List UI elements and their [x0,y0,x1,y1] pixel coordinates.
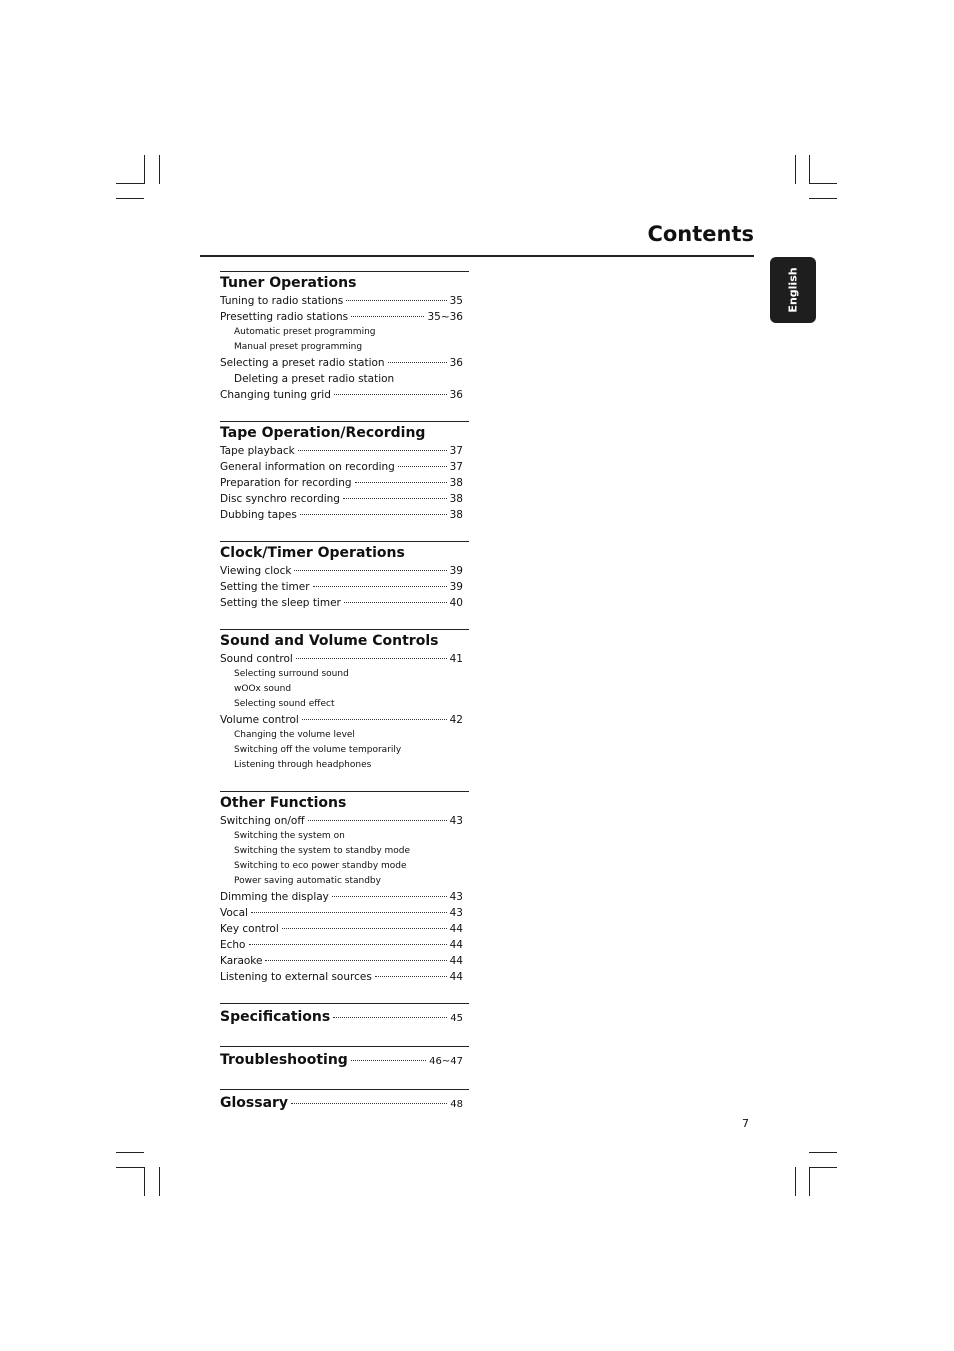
crop-mark [809,1167,810,1196]
page-title: Contents [647,222,754,246]
toc-section-entry[interactable] [220,1003,469,1028]
toc-entry[interactable] [220,475,469,491]
toc-subentry: Power saving automatic standby [234,876,381,886]
toc-entry[interactable] [220,651,469,667]
crop-mark [144,1167,145,1196]
toc-subentry: Deleting a preset radio station [234,373,395,385]
toc-section-entry[interactable] [220,1089,469,1114]
entry-label: Disc synchro recording [220,493,340,505]
crop-mark [795,155,796,184]
entry-page: 38 [449,509,463,521]
dot-leader [346,300,446,301]
crop-mark [795,1167,796,1196]
entry-page: 37 [449,461,463,473]
page-number: 7 [742,1117,749,1130]
entry-page: 37 [449,445,463,457]
crop-mark [116,1152,144,1153]
entry-page: 40 [449,597,463,609]
toc-entry[interactable] [220,813,469,829]
dot-leader [251,912,447,913]
section-heading: Other Functions [220,795,347,811]
dot-leader [351,316,424,317]
dot-leader [398,466,447,467]
section-heading: Tuner Operations [220,275,357,291]
dot-leader [308,820,447,821]
entry-page: 42 [449,714,463,726]
toc-entry[interactable] [220,889,469,905]
table-of-contents [220,271,469,1132]
toc-subentry: wOOx sound [234,684,292,694]
dot-leader [291,1103,447,1104]
toc-entry[interactable] [220,507,469,523]
entry-label: Changing tuning grid [220,389,331,401]
toc-entry[interactable] [220,459,469,475]
entry-page: 44 [449,955,463,967]
toc-entry[interactable] [220,355,469,371]
entry-label: Vocal [220,907,248,919]
dot-leader [265,960,446,961]
entry-label: Presetting radio stations [220,311,349,323]
section-heading: Specifications [220,1009,331,1025]
language-tab [770,257,816,323]
toc-section-entry[interactable] [220,1046,469,1071]
entry-label: Dubbing tapes [220,509,297,521]
entry-label: Key control [220,923,279,935]
entry-label: Echo [220,939,246,951]
entry-page: 39 [449,581,463,593]
language-tab-label: English [786,267,800,313]
entry-label: Viewing clock [220,565,292,577]
toc-section [220,791,469,985]
dot-leader [332,896,447,897]
toc-section [220,271,469,403]
dot-leader [334,394,447,395]
crop-mark [809,155,810,184]
toc-entry[interactable] [220,443,469,459]
entry-label: Dimming the display [220,891,329,903]
entry-label: Switching on/off [220,815,305,827]
title-rule [200,255,754,257]
toc-section [220,541,469,611]
entry-page: 41 [449,653,463,665]
entry-page: 38 [449,493,463,505]
toc-subentry: Listening through headphones [234,760,372,770]
crop-mark [116,183,144,184]
section-heading: Clock/Timer Operations [220,545,405,561]
entry-label: Preparation for recording [220,477,352,489]
dot-leader [375,976,447,977]
entry-page: 35~36 [427,311,463,323]
dot-leader [333,1017,447,1018]
toc-entry[interactable] [220,595,469,611]
toc-entry[interactable] [220,293,469,309]
entry-page: 43 [449,815,463,827]
toc-entry[interactable] [220,491,469,507]
entry-page: 45 [450,1013,463,1024]
toc-subentry: Switching to eco power standby mode [234,861,407,871]
dot-leader [344,602,447,603]
toc-subentry: Automatic preset programming [234,327,376,337]
entry-label: General information on recording [220,461,395,473]
dot-leader [355,482,447,483]
dot-leader [249,944,447,945]
entry-label: Tape playback [220,445,295,457]
toc-section [220,421,469,523]
entry-page: 44 [449,939,463,951]
crop-mark [159,1167,160,1196]
entry-label: Setting the sleep timer [220,597,341,609]
dot-leader [343,498,447,499]
toc-subentry: Switching off the volume temporarily [234,745,402,755]
entry-page: 46~47 [429,1056,463,1067]
entry-label: Setting the timer [220,581,310,593]
toc-entry[interactable] [220,309,469,325]
entry-page: 36 [449,357,463,369]
entry-page: 36 [449,389,463,401]
entry-page: 44 [449,923,463,935]
section-heading: Glossary [220,1095,289,1111]
entry-label: Listening to external sources [220,971,372,983]
crop-mark [809,1152,837,1153]
toc-entry[interactable] [220,937,469,953]
dot-leader [298,450,447,451]
toc-subentry: Selecting sound effect [234,699,335,709]
crop-mark [809,1167,837,1168]
crop-mark [116,1167,144,1168]
toc-entry[interactable] [220,579,469,595]
dot-leader [296,658,447,659]
dot-leader [300,514,447,515]
toc-subentry: Switching the system on [234,831,345,841]
section-heading: Sound and Volume Controls [220,633,439,649]
toc-subentry: Selecting surround sound [234,669,349,679]
toc-entry[interactable] [220,969,469,985]
toc-section [220,629,469,773]
entry-page: 48 [450,1099,463,1110]
toc-subentry: Switching the system to standby mode [234,846,411,856]
dot-leader [282,928,447,929]
crop-mark [144,155,145,184]
toc-entry[interactable] [220,921,469,937]
entry-page: 44 [449,971,463,983]
crop-mark [159,155,160,184]
entry-page: 43 [449,907,463,919]
entry-page: 43 [449,891,463,903]
dot-leader [351,1060,426,1061]
toc-entry[interactable] [220,712,469,728]
toc-entry[interactable] [220,563,469,579]
dot-leader [294,570,446,571]
entry-page: 38 [449,477,463,489]
section-heading: Troubleshooting [220,1052,348,1068]
entry-label: Sound control [220,653,293,665]
dot-leader [313,586,447,587]
toc-entry[interactable] [220,953,469,969]
toc-subentry: Manual preset programming [234,342,363,352]
entry-label: Karaoke [220,955,263,967]
entry-page: 35 [449,295,463,307]
entry-label: Volume control [220,714,299,726]
dot-leader [388,362,447,363]
crop-mark [116,198,144,199]
dot-leader [302,719,447,720]
toc-entry[interactable] [220,387,469,403]
entry-label: Tuning to radio stations [220,295,344,307]
crop-mark [809,183,837,184]
toc-subentry: Changing the volume level [234,730,355,740]
section-heading: Tape Operation/Recording [220,425,426,441]
toc-entry[interactable] [220,905,469,921]
entry-page: 39 [449,565,463,577]
crop-mark [809,198,837,199]
entry-label: Selecting a preset radio station [220,357,385,369]
